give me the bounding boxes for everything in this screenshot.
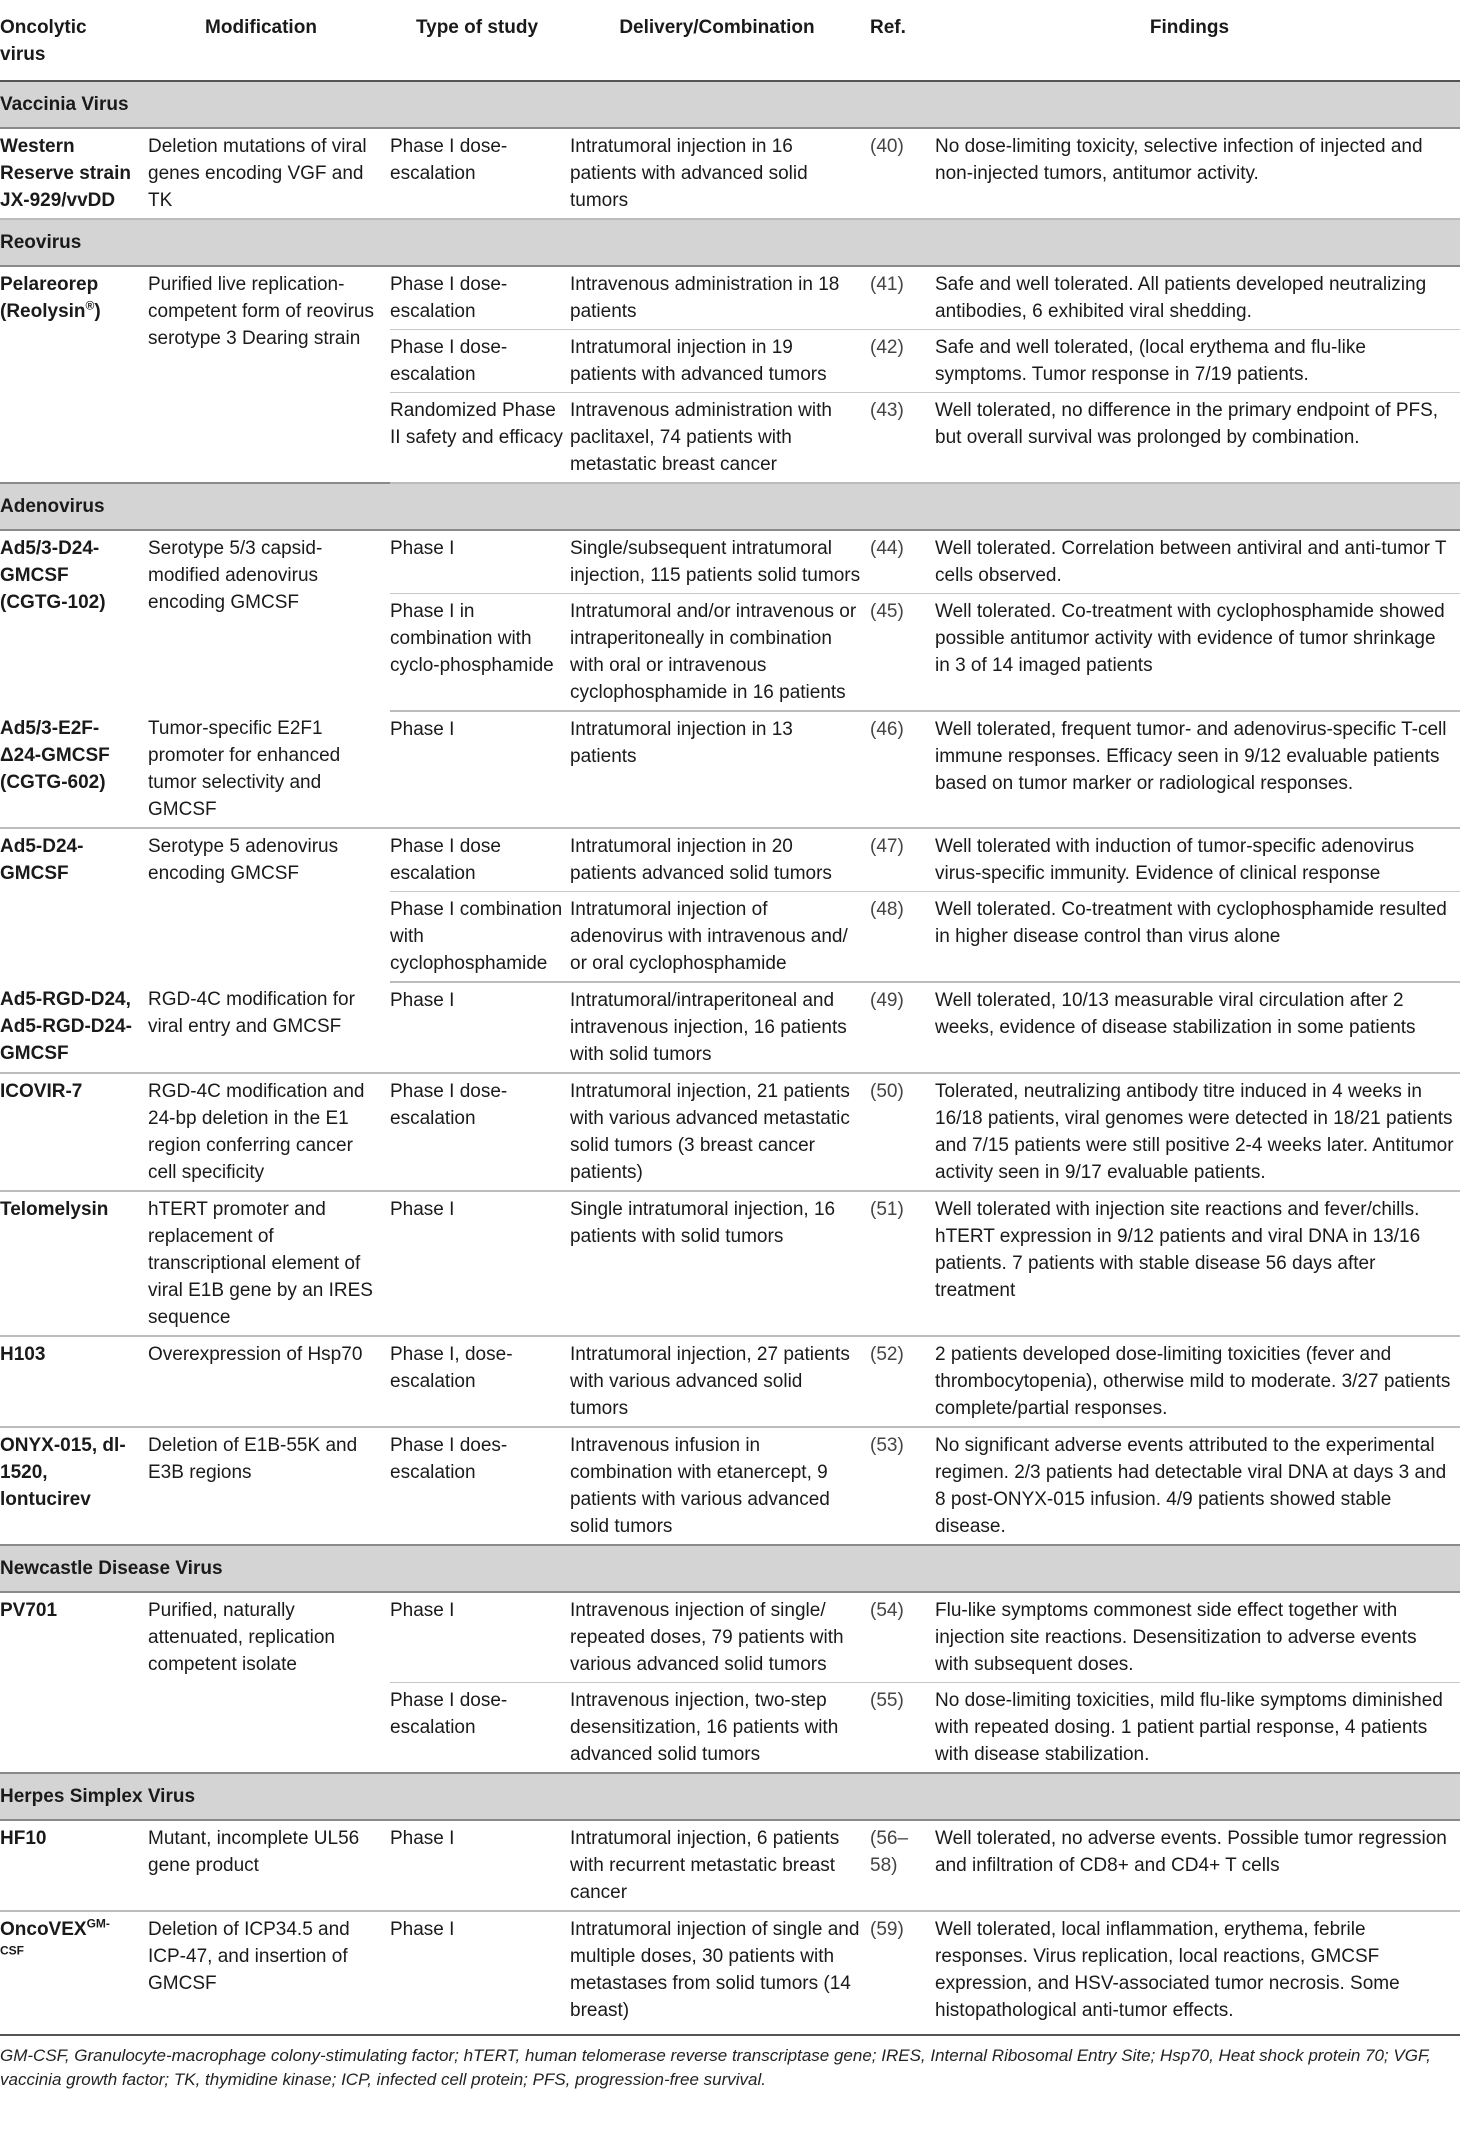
- table-row-pelareorep-1: [0, 266, 1460, 330]
- delivery-cell: Intratumoral injection in 19 patients with advanced tumors: [570, 330, 870, 393]
- section-row-adenovirus: [0, 483, 1460, 530]
- table-row-hf10: [0, 1820, 1460, 1911]
- findings-cell: Well tolerated, frequent tumor- and adenovirus-specific T-cell immune responses. Efficacy seen in 9/12 evaluable patients based on tumor marker or radiological responses.: [925, 711, 1460, 828]
- section-row-herpes: [0, 1773, 1460, 1820]
- table-row-telomelysin: [0, 1191, 1460, 1336]
- study-type-cell: Phase I dose-escalation: [390, 330, 570, 393]
- header-ref: Ref.: [870, 0, 925, 81]
- findings-cell: Flu-like symptoms commonest side effect together with injection site reactions. Desensitization to adverse events with subsequent doses.: [925, 1592, 1460, 1683]
- study-type-cell: Phase I dose escalation: [390, 828, 570, 892]
- virus-name: ONYX-015, dl-1520, lontucirev: [0, 1435, 126, 1510]
- study-type-cell: Phase I, dose-escalation: [390, 1336, 570, 1427]
- virus-name: Ad5/3-E2F-Δ24-GMCSF (CGTG-602): [0, 711, 138, 828]
- virus-name-text: OncoVEX: [0, 1919, 87, 1940]
- ref-cell: (48): [870, 892, 925, 983]
- ref-cell: (59): [870, 1919, 904, 1940]
- ref-cell: (49): [870, 982, 925, 1073]
- header-modification: Modification: [138, 0, 390, 81]
- table-row-pv701-1: [0, 1592, 1460, 1683]
- table-row-ad5d24-1: [0, 828, 1460, 892]
- delivery-cell: Intratumoral injection in 16 patients with advanced solid tumors: [570, 128, 870, 219]
- study-type-cell: Phase I: [390, 1919, 455, 1940]
- study-type-cell: Phase I does-escalation: [390, 1435, 508, 1483]
- ref-cell: (46): [870, 711, 925, 828]
- study-type-cell: Phase I dose-escalation: [390, 1073, 570, 1191]
- section-row-newcastle: [0, 1545, 1460, 1592]
- modification-cell: Deletion of ICP34.5 and ICP-47, and insertion of GMCSF: [148, 1919, 350, 1994]
- delivery-cell: Intratumoral injection of adenovirus with intravenous and/ or oral cyclophosphamide: [570, 892, 870, 983]
- virus-name: Ad5-D24-GMCSF: [0, 836, 84, 884]
- ref-cell: (53): [870, 1435, 904, 1456]
- delivery-cell: Single intratumoral injection, 16 patients with solid tumors: [570, 1191, 870, 1336]
- findings-cell: Safe and well tolerated, (local erythema and flu-like symptoms. Tumor response in 7/19 patients.: [925, 330, 1460, 393]
- section-row-reovirus: [0, 219, 1460, 266]
- section-title: Newcastle Disease Virus: [0, 1545, 1460, 1592]
- header-row: [0, 0, 1460, 81]
- modification-cell: RGD-4C modification and 24-bp deletion in the E1 region conferring cancer cell specificity: [138, 1073, 390, 1191]
- delivery-cell: Intratumoral injection, 27 patients with various advanced solid tumors: [570, 1336, 870, 1427]
- section-title: Adenovirus: [0, 483, 1460, 530]
- table-row-onyx015: [0, 1427, 1460, 1545]
- modification-cell: Serotype 5/3 capsid-modified adenovirus encoding GMCSF: [148, 538, 323, 613]
- study-type-cell: Phase I: [390, 1191, 570, 1336]
- study-type-cell: Randomized Phase II safety and efficacy: [390, 393, 570, 484]
- study-type-cell: Phase I in combination with cyclo-phosphamide: [390, 594, 570, 712]
- virus-name: ICOVIR-7: [0, 1073, 138, 1191]
- header-delivery: Delivery/Combination: [570, 0, 870, 81]
- study-type-cell: Phase I: [390, 530, 570, 594]
- ref-cell: (52): [870, 1336, 925, 1427]
- registered-mark: ®: [85, 298, 95, 313]
- modification-cell: Tumor-specific E2F1 promoter for enhanced tumor selectivity and GMCSF: [138, 711, 390, 828]
- findings-cell: Well tolerated, local inflammation, erythema, febrile responses. Virus replication, local reactions, GMCSF expression, and HSV-associated tumor necrosis. Some histopathological anti-tumor effects.: [935, 1919, 1400, 2021]
- findings-cell: Tolerated, neutralizing antibody titre induced in 4 weeks in 16/18 patients, viral genomes were detected in 18/21 patients and 7/15 patients were still positive 2-4 weeks later. Antitumor activity seen in 9/17 evaluable patients.: [925, 1073, 1460, 1191]
- findings-cell: Well tolerated with injection site reactions and fever/chills. hTERT expression in 9/12 patients and viral DNA in 13/16 patients. 7 patients with stable disease 56 days after treatment: [925, 1191, 1460, 1336]
- table-row-cgtg602: [0, 711, 1460, 828]
- findings-cell: Well tolerated. Correlation between antiviral and anti-tumor T cells observed.: [925, 530, 1460, 594]
- study-type-cell: Phase I dose-escalation: [390, 1690, 508, 1738]
- delivery-cell: Intravenous administration in 18 patients: [570, 266, 870, 330]
- modification-cell: Purified live replication-competent form of reovirus serotype 3 Dearing strain: [148, 274, 374, 349]
- header-type: Type of study: [390, 0, 570, 81]
- modification-cell: Serotype 5 adenovirus encoding GMCSF: [148, 836, 339, 884]
- table-footnote: GM-CSF, Granulocyte-macrophage colony-stimulating factor; hTERT, human telomerase reverse transcriptase gene; IRES, Internal Ribosomal Entry Site; Hsp70, Heat shock protein 70; VGF, vaccinia growth factor; TK, thymidine kinase; ICP, infected cell protein; PFS, progression-free survival.: [0, 2034, 1460, 2092]
- ref-cell: (42): [870, 330, 925, 393]
- header-virus: Oncolytic virus: [0, 0, 138, 81]
- delivery-cell: Intratumoral injection of single and multiple doses, 30 patients with metastases from solid tumors (14 breast): [570, 1919, 860, 2021]
- virus-name: PV701: [0, 1600, 58, 1621]
- modification-cell: hTERT promoter and replacement of transcriptional element of viral E1B gene by an IRES sequence: [138, 1191, 390, 1336]
- findings-cell: No dose-limiting toxicities, mild flu-like symptoms diminished with repeated dosing. 1 patient partial response, 4 patients with disease stabilization.: [935, 1690, 1443, 1765]
- study-type-cell: Phase I: [390, 1592, 570, 1683]
- virus-name: Telomelysin: [0, 1191, 138, 1336]
- table-row-ad5rgd: [0, 982, 1460, 1073]
- modification-cell: Deletion mutations of viral genes encoding VGF and TK: [138, 128, 390, 219]
- delivery-cell: Intratumoral injection, 21 patients with various advanced metastatic solid tumors (3 breast cancer patients): [570, 1073, 870, 1191]
- virus-name-superscript: GM-CSF: [0, 1916, 110, 1958]
- delivery-cell: Intravenous administration with paclitaxel, 74 patients with metastatic breast cancer: [570, 393, 870, 484]
- virus-name-text: Pelareorep (Reolysin: [0, 274, 99, 322]
- ref-cell: (47): [870, 828, 925, 892]
- delivery-cell: Intravenous injection, two-step desensitization, 16 patients with advanced solid tumors: [570, 1690, 839, 1765]
- virus-name: HF10: [0, 1820, 138, 1911]
- section-row-vaccinia: [0, 81, 1460, 128]
- section-title: Vaccinia Virus: [0, 81, 1460, 128]
- modification-cell: Deletion of E1B-55K and E3B regions: [148, 1435, 358, 1483]
- modification-cell: Mutant, incomplete UL56 gene product: [138, 1820, 390, 1911]
- virus-name: [0, 266, 138, 483]
- findings-cell: Well tolerated. Co-treatment with cyclophosphamide resulted in higher disease control than virus alone: [925, 892, 1460, 983]
- table-row-cgtg102-1: [0, 530, 1460, 594]
- study-type-cell: Phase I: [390, 982, 570, 1073]
- table-row-oncovex: [0, 1911, 1460, 2028]
- study-type-cell: Phase I: [390, 1820, 570, 1911]
- ref-cell: (55): [870, 1690, 904, 1711]
- table-row-icovir7: [0, 1073, 1460, 1191]
- delivery-cell: Intratumoral and/or intravenous or intraperitoneally in combination with oral or intravenous cyclophosphamide in 16 patients: [570, 594, 870, 712]
- delivery-cell: Single/subsequent intratumoral injection, 115 patients solid tumors: [570, 530, 870, 594]
- study-type-cell: Phase I combination with cyclophosphamide: [390, 892, 570, 983]
- delivery-cell: Intratumoral/intraperitoneal and intravenous injection, 16 patients with solid tumors: [570, 982, 870, 1073]
- findings-cell: Safe and well tolerated. All patients developed neutralizing antibodies, 6 exhibited viral shedding.: [925, 266, 1460, 330]
- virus-name: H103: [0, 1336, 138, 1427]
- delivery-cell: Intravenous injection of single/ repeated doses, 79 patients with various advanced solid tumors: [570, 1592, 870, 1683]
- modification-cell: Purified, naturally attenuated, replication competent isolate: [148, 1600, 335, 1675]
- ref-cell: (50): [870, 1073, 925, 1191]
- header-findings: Findings: [925, 0, 1460, 81]
- delivery-cell: Intratumoral injection, 6 patients with recurrent metastatic breast cancer: [570, 1820, 870, 1911]
- delivery-cell: Intravenous infusion in combination with etanercept, 9 patients with various advanced solid tumors: [570, 1435, 830, 1537]
- modification-cell: RGD-4C modification for viral entry and GMCSF: [138, 982, 390, 1073]
- ref-cell: (41): [870, 266, 925, 330]
- ref-cell: (43): [870, 393, 925, 484]
- section-title: Herpes Simplex Virus: [0, 1773, 1460, 1820]
- table-row-h103: [0, 1336, 1460, 1427]
- delivery-cell: Intratumoral injection in 20 patients advanced solid tumors: [570, 828, 870, 892]
- ref-cell: (40): [870, 128, 925, 219]
- table-row-jx929: [0, 128, 1460, 219]
- virus-name: [0, 1911, 138, 2028]
- delivery-cell: Intratumoral injection in 13 patients: [570, 711, 870, 828]
- virus-name: Western Reserve strain JX-929/vvDD: [0, 128, 138, 219]
- findings-cell: Well tolerated, no difference in the primary endpoint of PFS, but overall survival was prolonged by combination.: [925, 393, 1460, 484]
- findings-cell: No dose-limiting toxicity, selective infection of injected and non-injected tumors, antitumor activity.: [925, 128, 1460, 219]
- section-title: Reovirus: [0, 219, 1460, 266]
- virus-name: Ad5/3-D24-GMCSF (CGTG-102): [0, 538, 106, 613]
- study-type-cell: Phase I dose-escalation: [390, 266, 570, 330]
- modification-cell: Overexpression of Hsp70: [138, 1336, 390, 1427]
- study-type-cell: Phase I dose-escalation: [390, 128, 570, 219]
- findings-cell: 2 patients developed dose-limiting toxicities (fever and thrombocytopenia), otherwise mild to moderate. 3/27 patients complete/partial responses.: [925, 1336, 1460, 1427]
- ref-cell: (54): [870, 1592, 925, 1683]
- virus-name-suffix: ): [94, 301, 101, 322]
- study-type-cell: Phase I: [390, 711, 570, 828]
- ref-cell: (56–58): [870, 1820, 925, 1911]
- findings-cell: Well tolerated, no adverse events. Possible tumor regression and infiltration of CD8+ and CD4+ T cells: [925, 1820, 1460, 1911]
- ref-cell: (51): [870, 1191, 925, 1336]
- ref-cell: (44): [870, 530, 925, 594]
- findings-cell: Well tolerated. Co-treatment with cyclophosphamide showed possible antitumor activity with evidence of tumor shrinkage in 3 of 14 imaged patients: [925, 594, 1460, 712]
- findings-cell: Well tolerated with induction of tumor-specific adenovirus virus-specific immunity. Evidence of clinical response: [925, 828, 1460, 892]
- ref-cell: (45): [870, 594, 925, 712]
- findings-cell: Well tolerated, 10/13 measurable viral circulation after 2 weeks, evidence of disease stabilization in some patients: [925, 982, 1460, 1073]
- virus-name: Ad5-RGD-D24, Ad5-RGD-D24-GMCSF: [0, 982, 138, 1073]
- findings-cell: No significant adverse events attributed to the experimental regimen. 2/3 patients had detectable viral DNA at days 3 and 8 post-ONYX-015 infusion. 4/9 patients showed stable disease.: [935, 1435, 1447, 1537]
